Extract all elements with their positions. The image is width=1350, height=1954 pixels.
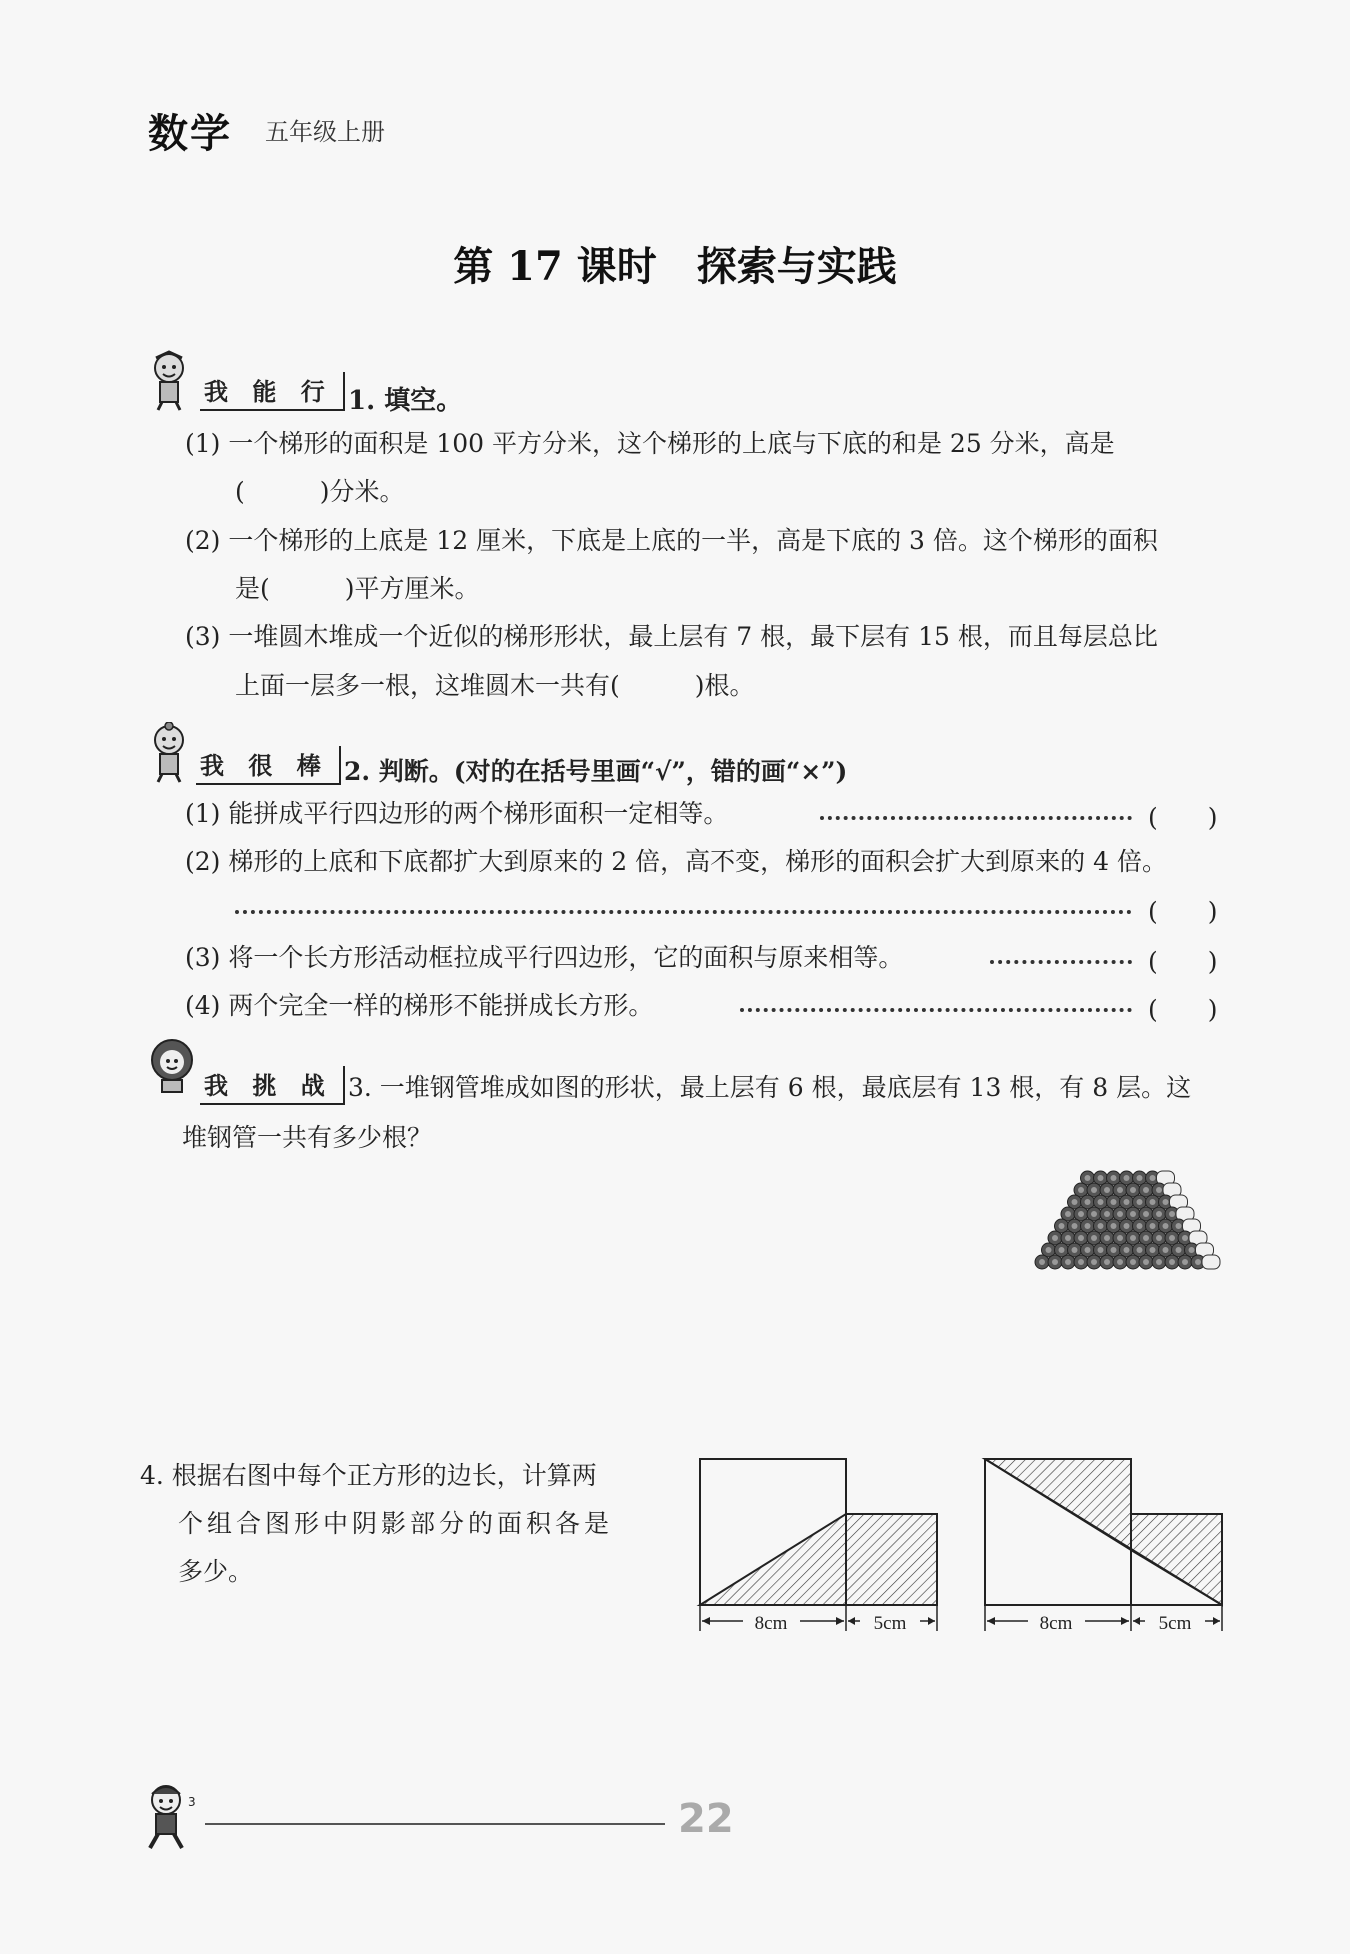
pipe-hole <box>1072 1247 1078 1253</box>
answer-paren-1[interactable]: ( ) <box>1148 803 1218 832</box>
pipe-hole <box>1130 1211 1136 1217</box>
pipe-side <box>1202 1255 1220 1269</box>
pipe-hole <box>1176 1223 1182 1229</box>
pipe-hole <box>1169 1211 1175 1217</box>
mascot-icon <box>146 1036 198 1098</box>
pipe-hole <box>1130 1259 1136 1265</box>
page-number: 22 <box>678 1796 734 1842</box>
q2-item-4: (4) 两个完全一样的梯形不能拼成长方形。 <box>185 991 654 1020</box>
dim-label-5cm: 5cm <box>873 1613 907 1634</box>
pipe-hole <box>1143 1211 1149 1217</box>
dim-label-8cm: 8cm <box>1039 1613 1073 1634</box>
pipe-hole <box>1072 1223 1078 1229</box>
pipe-hole <box>1104 1211 1110 1217</box>
svg-text:3: 3 <box>188 1795 196 1809</box>
composite-figure-b <box>980 1455 1230 1635</box>
pipe-hole <box>1111 1247 1117 1253</box>
pipe-hole <box>1189 1247 1195 1253</box>
pipe-hole <box>1065 1259 1071 1265</box>
q1-item-1-line1: (1) 一个梯形的面积是 100 平方分米，这个梯形的上底与下底的和是 25 分米，高是 <box>185 429 1115 458</box>
pipe-hole <box>1098 1199 1104 1205</box>
pipe-hole <box>1143 1235 1149 1241</box>
dim-label-8cm: 8cm <box>754 1613 788 1634</box>
q3-line1: 3. 一堆钢管堆成如图的形状，最上层有 6 根，最底层有 13 根，有 8 层。这 <box>348 1073 1192 1102</box>
pipe-hole <box>1091 1259 1097 1265</box>
pipe-hole <box>1143 1259 1149 1265</box>
pipe-hole <box>1156 1211 1162 1217</box>
pipe-hole <box>1104 1235 1110 1241</box>
mascot-footer-icon <box>140 1782 196 1854</box>
pipe-hole <box>1052 1235 1058 1241</box>
q1-item-3-line2: 上面一层多一根，这堆圆木一共有( )根。 <box>235 671 755 700</box>
q4-line2: 个组合图形中阴影部分的面积各是 <box>178 1509 614 1538</box>
q3-line2: 堆钢管一共有多少根？ <box>182 1123 433 1152</box>
pipe-hole <box>1150 1223 1156 1229</box>
composite-figure-a <box>695 1455 945 1635</box>
pipe-hole <box>1117 1235 1123 1241</box>
pipe-hole <box>1124 1175 1130 1181</box>
pipe-hole <box>1104 1187 1110 1193</box>
pipe-hole <box>1150 1199 1156 1205</box>
dim-label-5cm: 5cm <box>1158 1613 1192 1634</box>
pipe-hole <box>1065 1211 1071 1217</box>
pipe-hole <box>1137 1175 1143 1181</box>
section-tag-3: 我 挑 战 <box>200 1066 345 1105</box>
mascot-icon <box>146 722 192 784</box>
grade-label: 五年级上册 <box>265 118 385 146</box>
q1-item-2-line2: 是( )平方厘米。 <box>235 574 480 603</box>
pipe-hole <box>1052 1259 1058 1265</box>
subject-title: 数学 <box>148 111 232 157</box>
pipe-hole <box>1072 1199 1078 1205</box>
leader-dots <box>820 804 1132 820</box>
pipe-hole <box>1117 1211 1123 1217</box>
q2-item-2: (2) 梯形的上底和下底都扩大到原来的 2 倍，高不变，梯形的面积会扩大到原来的 4 倍。 <box>185 847 1167 876</box>
pipe-hole <box>1150 1175 1156 1181</box>
pipe-hole <box>1085 1247 1091 1253</box>
pipe-hole <box>1117 1187 1123 1193</box>
pipe-hole <box>1137 1247 1143 1253</box>
pipe-hole <box>1195 1259 1201 1265</box>
answer-paren-4[interactable]: ( ) <box>1148 995 1218 1024</box>
mascot-icon <box>146 350 192 412</box>
leader-dots <box>740 996 1132 1012</box>
q1-title: 1. 填空。 <box>348 386 463 416</box>
pipe-hole <box>1085 1175 1091 1181</box>
answer-paren-2[interactable]: ( ) <box>1148 897 1218 926</box>
pipe-hole <box>1137 1223 1143 1229</box>
pipe-hole <box>1163 1199 1169 1205</box>
pipe-hole <box>1111 1223 1117 1229</box>
pipe-hole <box>1098 1223 1104 1229</box>
pipe-hole <box>1169 1259 1175 1265</box>
pipe-hole <box>1078 1187 1084 1193</box>
steel-pipe-pile-figure <box>1010 1158 1230 1290</box>
pipe-hole <box>1182 1235 1188 1241</box>
footer-rule <box>205 1823 665 1825</box>
lesson-title: 第 17 课时 探索与实践 <box>453 243 897 290</box>
pipe-hole <box>1143 1187 1149 1193</box>
pipe-hole <box>1078 1235 1084 1241</box>
answer-paren-3[interactable]: ( ) <box>1148 947 1218 976</box>
pipe-hole <box>1111 1199 1117 1205</box>
q2-item-3: (3) 将一个长方形活动框拉成平行四边形，它的面积与原来相等。 <box>185 943 904 972</box>
pipe-hole <box>1163 1223 1169 1229</box>
pipe-hole <box>1078 1211 1084 1217</box>
pipe-hole <box>1098 1175 1104 1181</box>
q4-line3: 多少。 <box>178 1557 254 1586</box>
pipe-hole <box>1078 1259 1084 1265</box>
pipe-hole <box>1065 1235 1071 1241</box>
q1-item-1-line2: ( )分米。 <box>235 477 405 506</box>
pipe-hole <box>1156 1259 1162 1265</box>
pipe-hole <box>1182 1259 1188 1265</box>
pipe-hole <box>1176 1247 1182 1253</box>
pipe-hole <box>1156 1235 1162 1241</box>
pipe-hole <box>1117 1259 1123 1265</box>
pipe-hole <box>1085 1199 1091 1205</box>
pipe-hole <box>1059 1247 1065 1253</box>
section-tag-2: 我 很 棒 <box>196 746 341 785</box>
pipe-hole <box>1098 1247 1104 1253</box>
pipe-hole <box>1130 1235 1136 1241</box>
pipe-hole <box>1091 1235 1097 1241</box>
pipe-hole <box>1124 1247 1130 1253</box>
pipe-hole <box>1169 1235 1175 1241</box>
q1-item-2-line1: (2) 一个梯形的上底是 12 厘米，下底是上底的一半，高是下底的 3 倍。这个梯形的面积 <box>185 526 1158 555</box>
pipe-hole <box>1137 1199 1143 1205</box>
pipe-hole <box>1039 1259 1045 1265</box>
pipe-hole <box>1059 1223 1065 1229</box>
q2-title: 2. 判断。(对的在括号里画“√”，错的画“×”) <box>344 757 848 786</box>
section-tag-1: 我 能 行 <box>200 372 345 411</box>
pipe-hole <box>1085 1223 1091 1229</box>
pipe-hole <box>1124 1199 1130 1205</box>
leader-dots <box>235 898 1132 914</box>
pipe-hole <box>1046 1247 1052 1253</box>
q4-line1: 4. 根据右图中每个正方形的边长，计算两 <box>140 1461 597 1490</box>
pipe-hole <box>1163 1247 1169 1253</box>
leader-dots <box>990 948 1132 964</box>
pipe-hole <box>1130 1187 1136 1193</box>
q2-item-1: (1) 能拼成平行四边形的两个梯形面积一定相等。 <box>185 799 729 828</box>
pipe-hole <box>1104 1259 1110 1265</box>
pipe-hole <box>1091 1187 1097 1193</box>
pipe-hole <box>1156 1187 1162 1193</box>
pipe-hole <box>1111 1175 1117 1181</box>
pipe-hole <box>1091 1211 1097 1217</box>
pipe-hole <box>1124 1223 1130 1229</box>
pipe-hole <box>1150 1247 1156 1253</box>
q1-item-3-line1: (3) 一堆圆木堆成一个近似的梯形形状，最上层有 7 根，最下层有 15 根，而且每层总比 <box>185 622 1158 651</box>
